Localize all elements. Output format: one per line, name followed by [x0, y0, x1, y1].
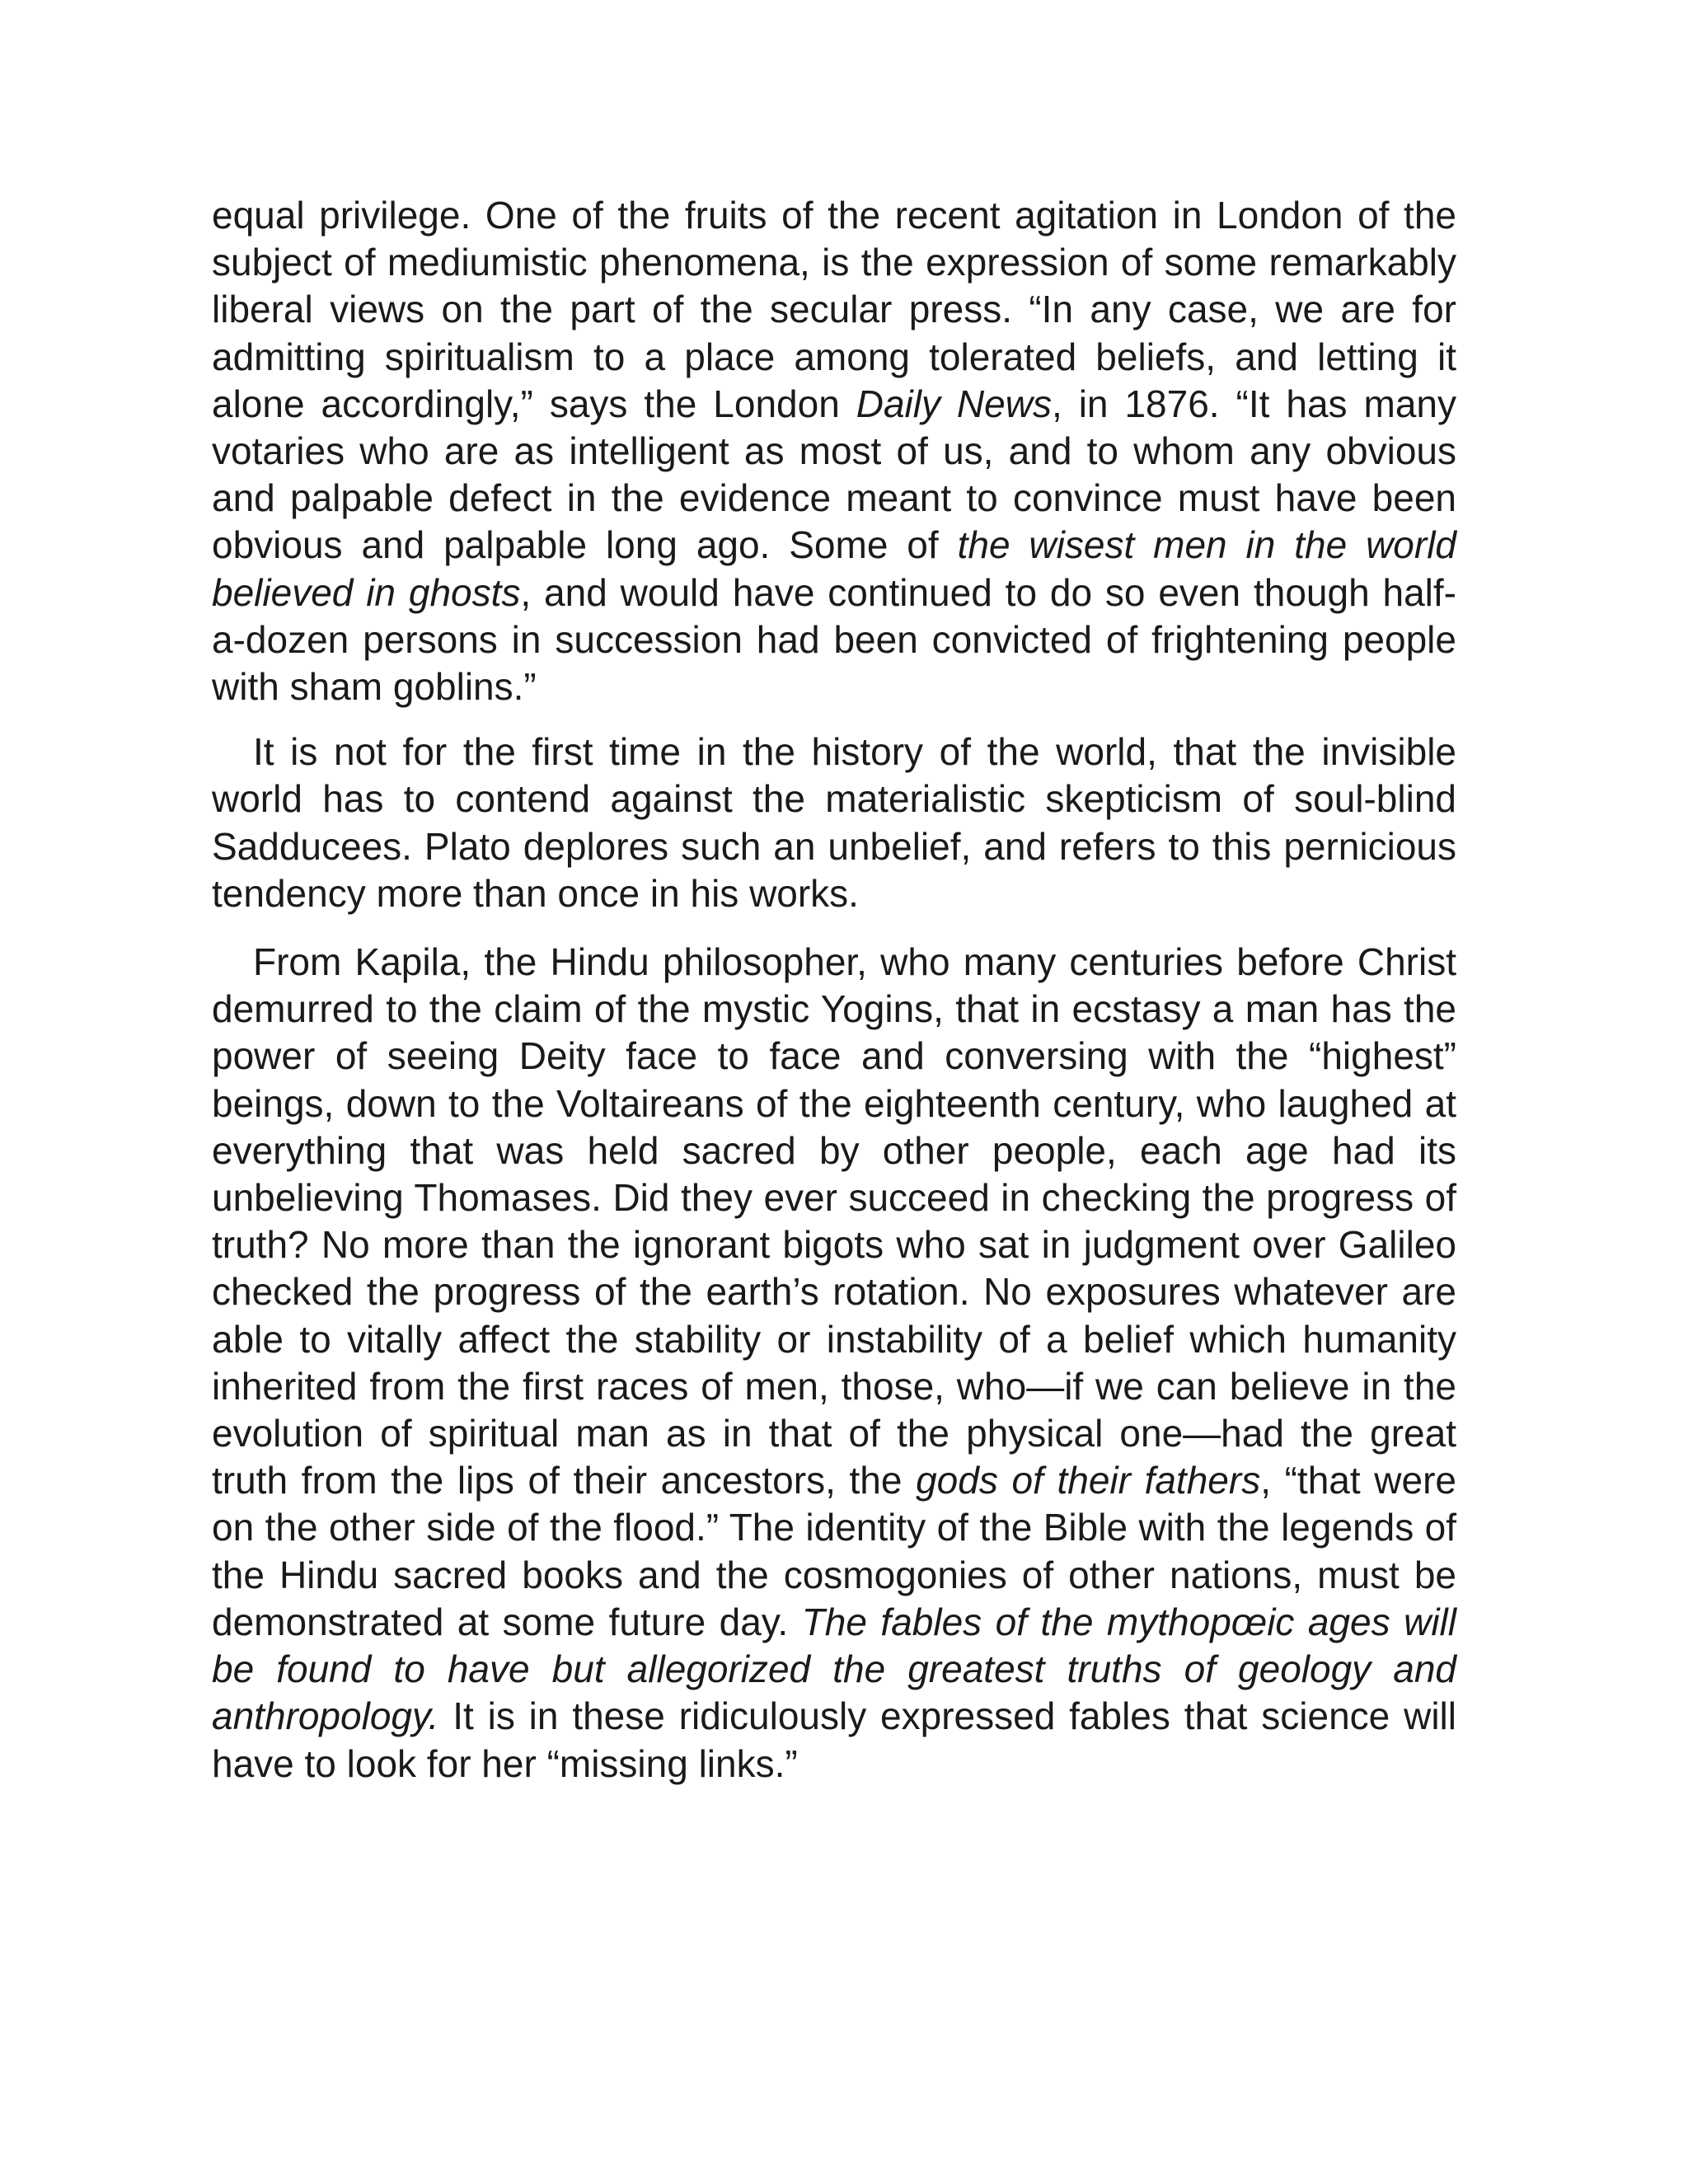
text-segment: equal privilege. One of the fruits of the recent agitation in London of the subject of mediumistic phenomena, is the expression of some remarkably liberal views on the part of the secular press. “In any case, we are for admitting spiritualism to a place among tolerated beliefs, and letting it alone accordingly,” says the London	[212, 194, 1456, 425]
paragraph-3	[212, 939, 1456, 1788]
italic-segment-wisest-men: the wisest men in the world believed in ghosts	[212, 523, 1456, 614]
italic-segment-fables: The fables of the mythopœic ages will be found to have but allegorized the greatest truths of geology and anthropology.	[212, 1600, 1456, 1738]
paragraph-1	[212, 192, 1456, 710]
text-segment: , “that were on the other side of the flood.” The identity of the Bible with the legends of the Hindu sacred books and the cosmogonies of other nations, must be demonstrated at some future day.	[212, 1459, 1456, 1643]
italic-segment-gods-of-fathers: gods of their fathers	[916, 1459, 1261, 1502]
text-segment: From Kapila, the Hindu philosopher, who many centuries before Christ demurred to the claim of the mystic Yogins, that in ecstasy a man has the power of seeing Deity face to face and conversing with the “highest” beings, down to the Voltaireans of the eighteenth century, who laughed at everything that was held sacred by other people, each age had its unbelieving Thomases. Did they ever succeed in checking the progress of truth? No more than the ignorant bigots who sat in judgment over Galileo checked the progress of the earth’s rotation. No exposures whatever are able to vitally affect the stability or instability of a belief which humanity inherited from the first races of men, those, who—if we can believe in the evolution of spiritual man as in that of the physical one—had the great truth from the lips of their ancestors, the	[212, 940, 1456, 1502]
italic-segment-daily-news: Daily News	[856, 382, 1052, 425]
text-segment: , and would have continued to do so even though half-a-dozen persons in succession had been convicted of frightening people with sham goblins.”	[212, 570, 1456, 709]
paragraph-2	[212, 729, 1456, 917]
document-page	[212, 192, 1456, 1788]
text-segment: It is not for the first time in the history of the world, that the invisible world has to contend against the materialistic skepticism of soul-blind Sadducees. Plato deplores such an unbelief, and refers to this pernicious tendency more than once in his works.	[212, 730, 1456, 915]
text-segment: , in 1876. “It has many votaries who are as intelligent as most of us, and to whom any obvious and palpable defect in the evidence meant to convince must have been obvious and palpable long ago. Some of	[212, 382, 1456, 567]
text-segment: It is in these ridiculously expressed fables that science will have to look for her “missing links.”	[212, 1694, 1456, 1785]
